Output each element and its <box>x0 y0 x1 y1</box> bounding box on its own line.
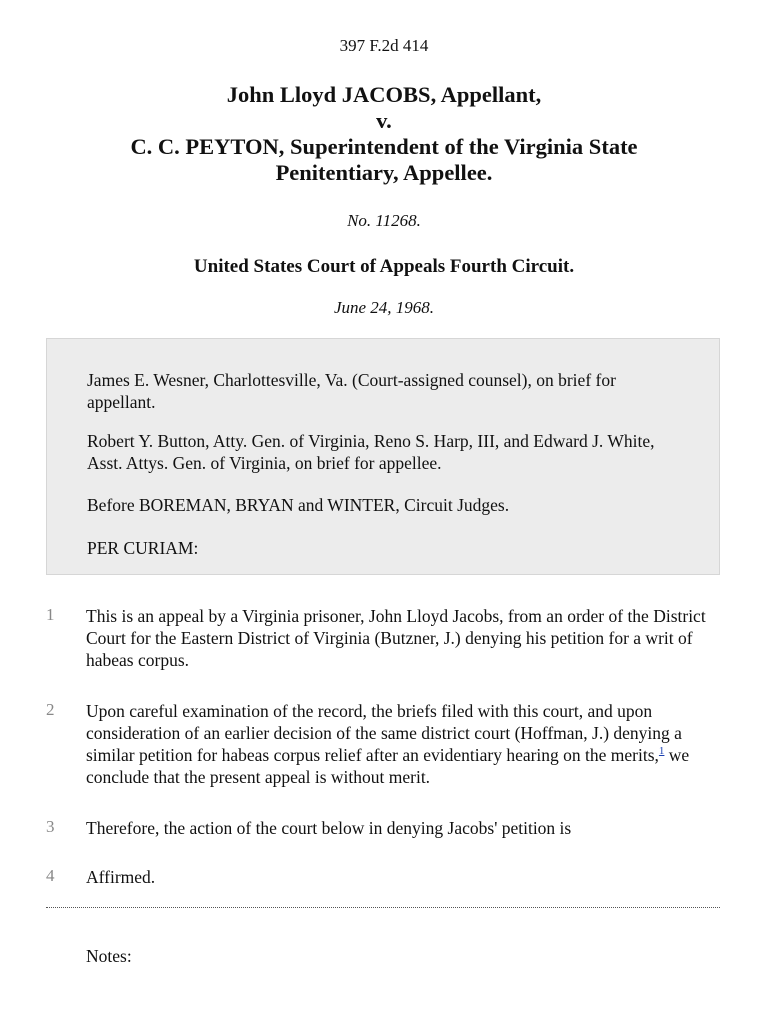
title-line-versus: v. <box>376 108 392 133</box>
appellee-counsel: Robert Y. Button, Atty. Gen. of Virginia, Reno S. Harp, III, and Edward J. White, Asst. Attys. Gen. of Virginia, on brief for appellee. <box>87 431 655 473</box>
paragraph-text: Therefore, the action of the court below in denying Jacobs' petition is <box>86 818 572 838</box>
counsel-box <box>46 338 720 575</box>
paragraph-text: This is an appeal by a Virginia prisoner, John Lloyd Jacobs, from an order of the District Court for the Eastern District of Virginia (Butzner, J.) denying his petition for a writ of habeas corpus. <box>86 606 706 670</box>
paragraph-number: 1 <box>46 605 55 624</box>
title-line-appellee-cont: Penitentiary, Appellee. <box>275 160 493 185</box>
paragraph-number: 3 <box>46 817 55 836</box>
citation: 397 F.2d 414 <box>339 36 429 55</box>
notes-divider <box>46 907 720 908</box>
paragraph-text <box>86 700 711 788</box>
title-line-appellant: John Lloyd JACOBS, Appellant, <box>226 82 542 107</box>
paragraph-number: 4 <box>46 866 55 885</box>
decision-date: June 24, 1968. <box>333 298 435 317</box>
footnote-link[interactable]: 1 <box>658 745 665 758</box>
appellant-counsel: James E. Wesner, Charlottesville, Va. (Court-assigned counsel), on brief for appellant. <box>87 370 616 412</box>
docket-number: No. 11268. <box>347 211 421 230</box>
notes-heading: Notes: <box>86 946 132 966</box>
paragraph-text: Affirmed. <box>86 867 156 887</box>
paragraph-text-after-footnote: we conclude that the present appeal is without merit. <box>86 745 690 787</box>
case-title <box>60 82 708 186</box>
court-name: United States Court of Appeals Fourth Circuit. <box>193 256 575 277</box>
judges-line: Before BOREMAN, BRYAN and WINTER, Circuit Judges. <box>87 495 510 515</box>
title-line-appellee: C. C. PEYTON, Superintendent of the Virginia State <box>130 134 638 159</box>
paragraph-number: 2 <box>46 700 55 719</box>
paragraph-text-before-footnote: Upon careful examination of the record, the briefs filed with this court, and upon consideration of an earlier decision of the same district court (Hoffman, J.) denying a similar petition for habeas corpus relief after an evidentiary hearing on the merits, <box>86 701 682 765</box>
per-curiam: PER CURIAM: <box>87 538 199 558</box>
